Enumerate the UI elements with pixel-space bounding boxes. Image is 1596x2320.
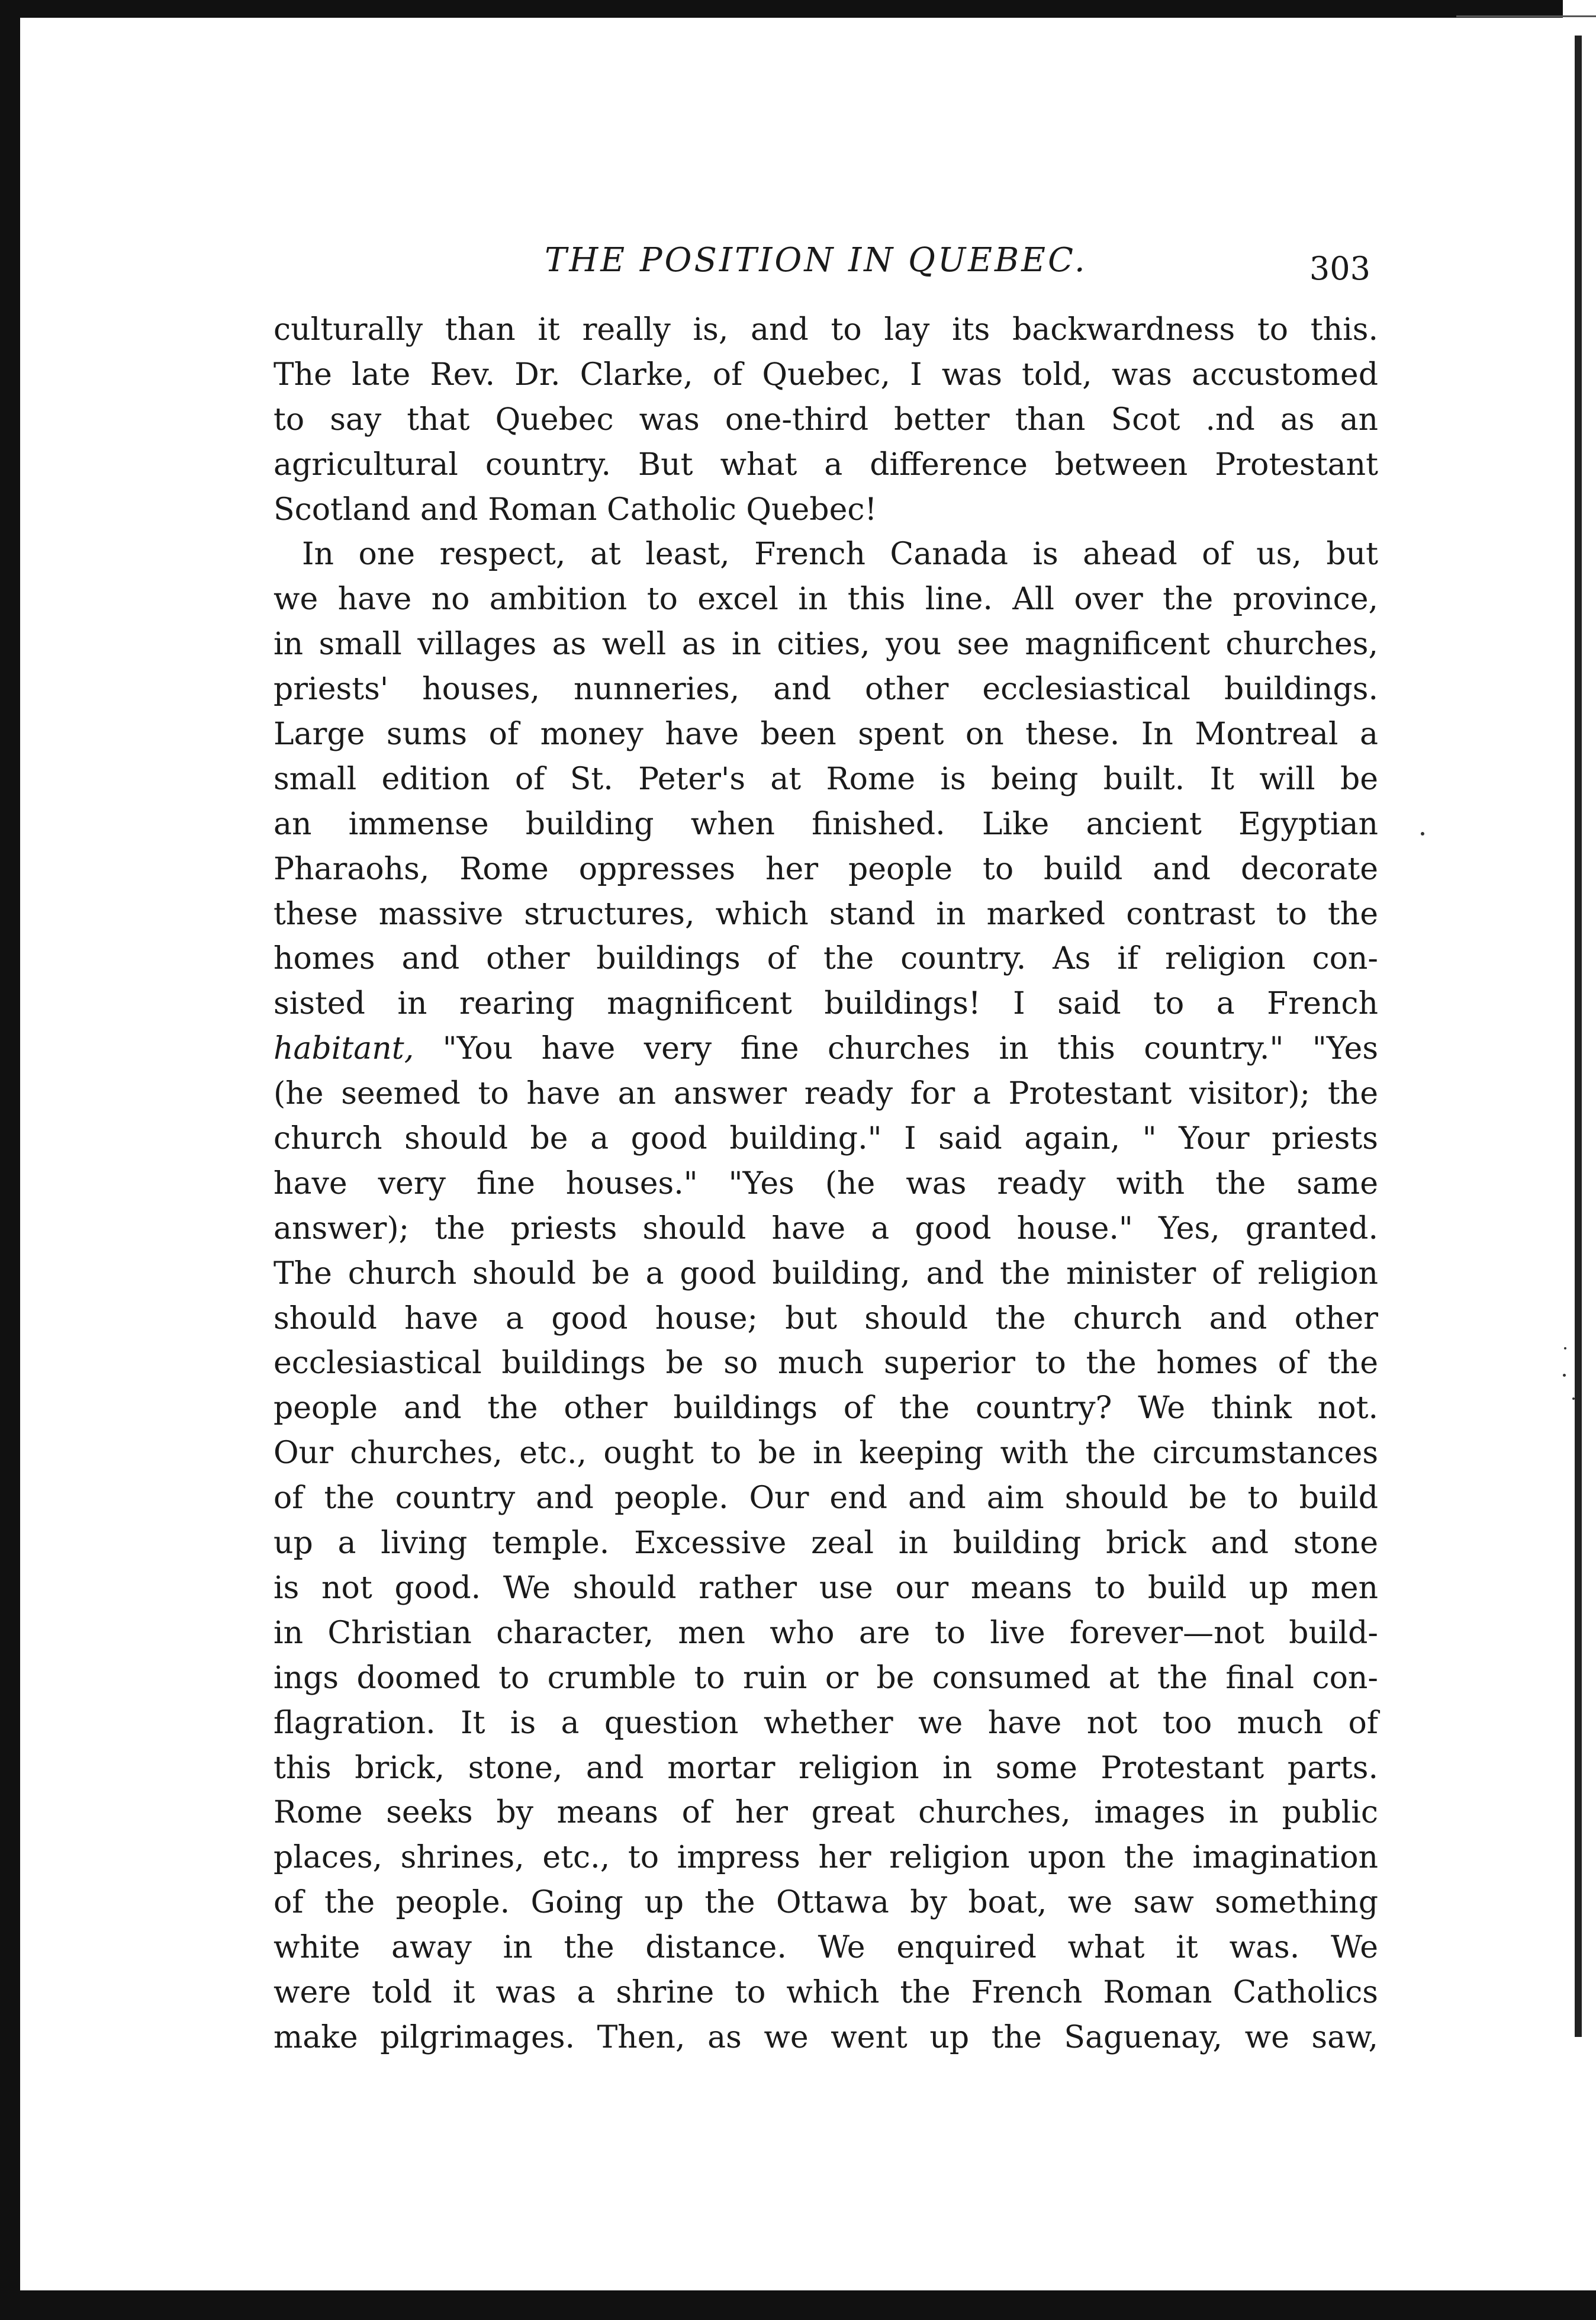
text-line: small edition of St. Peter's at Rome is being built. It will be: [273, 761, 1378, 797]
text-line: have very fine houses." "Yes (he was ready with the same: [273, 1165, 1378, 1201]
body-text: [273, 308, 1378, 2061]
text-line: to say that Quebec was one-third better than Scot .nd as an: [273, 401, 1378, 438]
text-line: in small villages as well as in cities, you see magnificent churches,: [273, 626, 1378, 663]
text-line: ings doomed to crumble to ruin or be consumed at the final con-: [273, 1660, 1378, 1696]
scan-speck: [1421, 832, 1424, 836]
text-line-content: In one respect, at least, French Canada is ahead of us, but: [302, 536, 1378, 573]
text-line-with-italic: [273, 1027, 1378, 1072]
text-line: make pilgrimages. Then, as we went up the Saguenay, we saw,: [273, 2019, 1378, 2055]
text-line-content: Scotland and Roman Catholic Quebec!: [273, 491, 877, 528]
italic-word: habitant,: [273, 1031, 414, 1067]
scan-border-bottom: [0, 2290, 1596, 2320]
text-line: white away in the distance. We enquired what it was. We: [273, 1930, 1378, 1966]
text-line: is not good. We should rather use our means to build up men: [273, 1570, 1378, 1606]
text-line: The church should be a good building, and the minister of religion: [273, 1255, 1378, 1291]
scan-border-left: [0, 0, 20, 2320]
text-line: The late Rev. Dr. Clarke, of Quebec, I was told, was accustomed: [273, 356, 1378, 393]
text-line: (he seemed to have an answer ready for a Protestant visitor); the: [273, 1076, 1378, 1112]
text-line: answer); the priests should have a good house." Yes, granted.: [273, 1210, 1378, 1246]
text-line: people and the other buildings of the country? We think not.: [273, 1390, 1378, 1426]
text-line: homes and other buildings of the country. As if religion con-: [273, 941, 1378, 977]
text-line: of the people. Going up the Ottawa by boat, we saw something: [273, 1885, 1378, 1921]
text-line: were told it was a shrine to which the French Roman Catholics: [273, 1974, 1378, 2010]
text-line: we have no ambition to excel in this line. All over the province,: [273, 581, 1378, 618]
scan-border-right: [1575, 36, 1582, 2037]
text-line: these massive structures, which stand in marked contrast to the: [273, 896, 1378, 932]
scan-speck: [1563, 1374, 1566, 1377]
text-line: places, shrines, etc., to impress her religion upon the imagination: [273, 1840, 1378, 1876]
text-line: sisted in rearing magnificent buildings! I said to a French: [273, 986, 1378, 1022]
scan-border-top-tail: [1456, 15, 1596, 17]
text-line: church should be a good building." I said again, " Your priests: [273, 1121, 1378, 1157]
text-line-content: "You have very fine churches in this country." "Yes: [442, 1031, 1379, 1067]
text-line: agricultural country. But what a difference between Protestant: [273, 446, 1378, 483]
running-head-title: THE POSITION IN QUEBEC.: [545, 241, 1087, 279]
running-head: [272, 234, 1456, 287]
text-line-paragraph-start: [273, 532, 1378, 577]
text-line: culturally than it really is, and to lay its backwardness to this.: [273, 312, 1378, 348]
text-line: this brick, stone, and mortar religion in some Protestant parts.: [273, 1750, 1378, 1786]
text-line: of the country and people. Our end and aim should be to build: [273, 1480, 1378, 1516]
scan-border-top: [0, 0, 1563, 18]
text-line: priests' houses, nunneries, and other ecclesiastical buildings.: [273, 671, 1378, 708]
text-line: an immense building when finished. Like ancient Egyptian: [273, 806, 1378, 842]
page-number: 303: [1309, 250, 1370, 287]
text-line: Pharaohs, Rome oppresses her people to build and decorate: [273, 851, 1378, 887]
text-line: should have a good house; but should the church and other: [273, 1300, 1378, 1336]
text-line: up a living temple. Excessive zeal in building brick and stone: [273, 1525, 1378, 1561]
scan-speck: [1572, 1397, 1575, 1400]
text-line: flagration. It is a question whether we have not too much of: [273, 1705, 1378, 1741]
text-line: Large sums of money have been spent on these. In Montreal a: [273, 716, 1378, 753]
text-line: in Christian character, men who are to live forever—not build-: [273, 1615, 1378, 1651]
text-line: Our churches, etc., ought to be in keeping with the circumstances: [273, 1435, 1378, 1471]
scan-speck: [1564, 1347, 1566, 1349]
text-line: Rome seeks by means of her great churches, images in public: [273, 1795, 1378, 1831]
text-line-paragraph-end: [273, 488, 1378, 533]
text-line: ecclesiastical buildings be so much superior to the homes of the: [273, 1345, 1378, 1381]
